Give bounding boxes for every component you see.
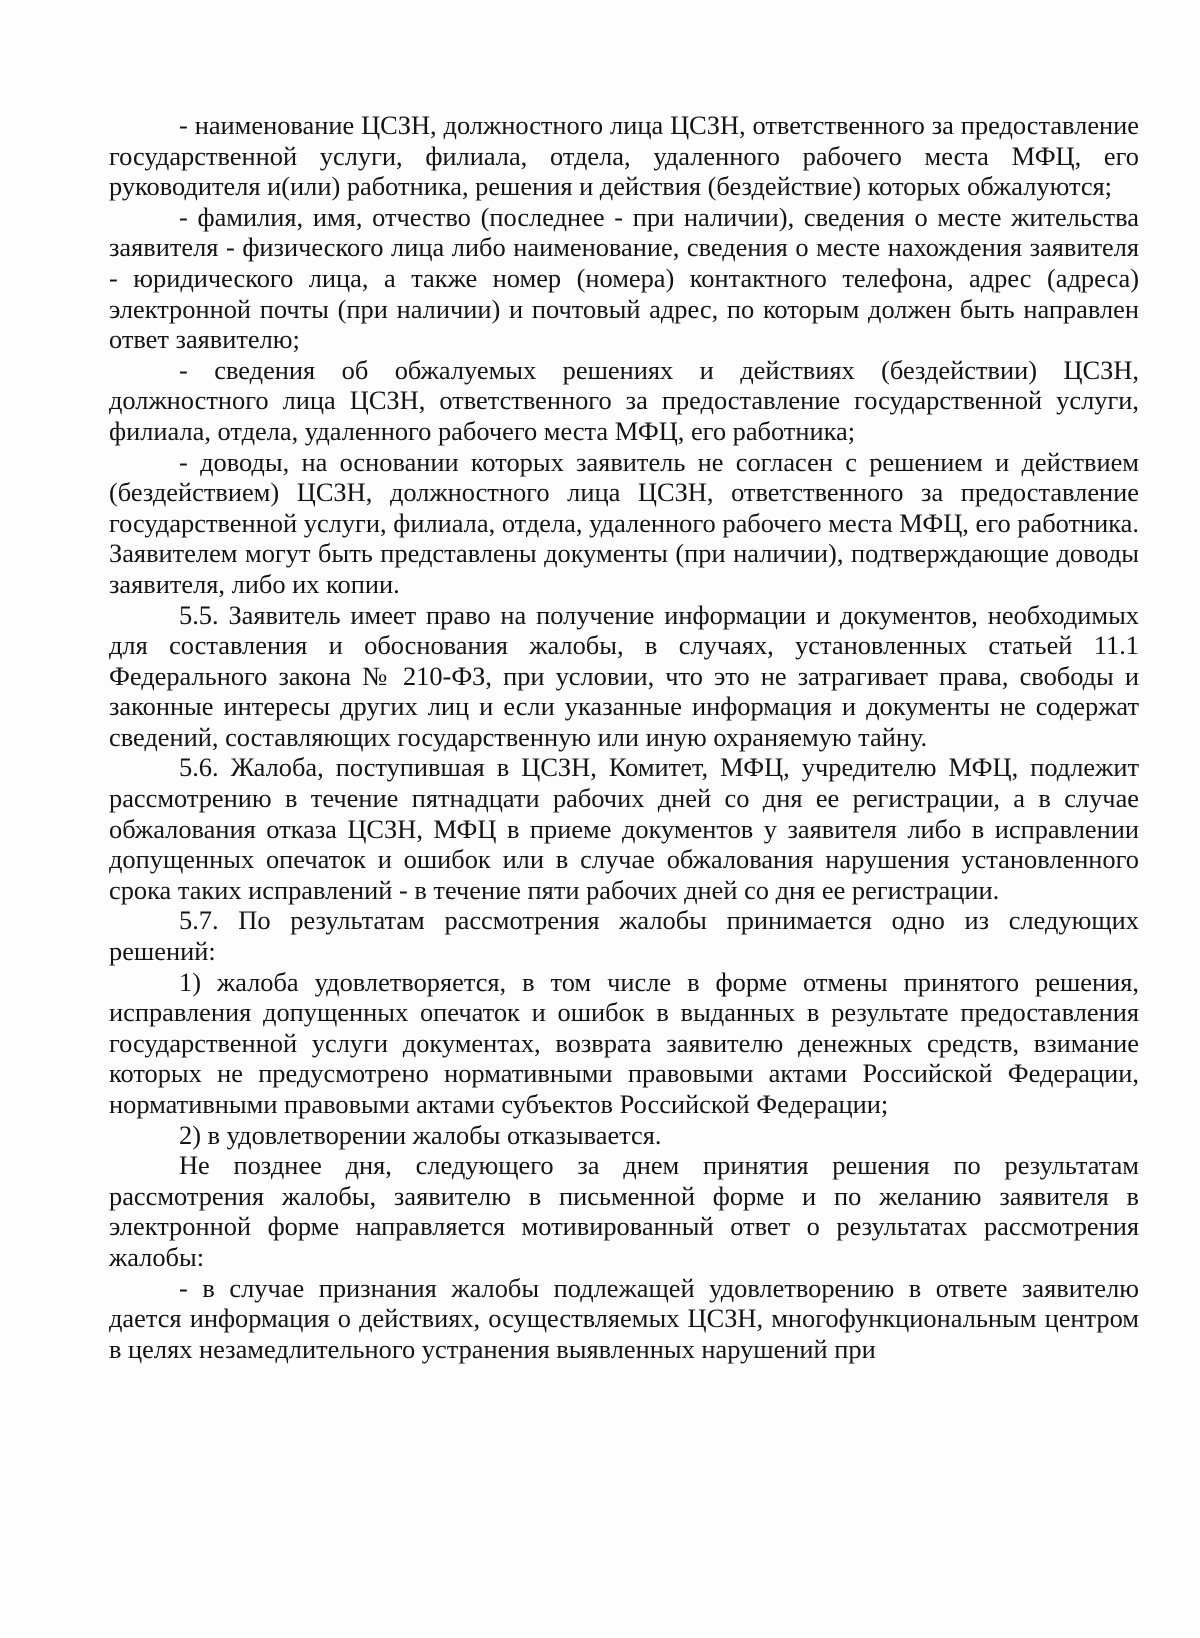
paragraph-appealed-decisions: - сведения об обжалуемых решениях и действиях (бездействии) ЦСЗН, должностного лица ЦСЗН, ответственного за предоставление государственной услуги, филиала, отдела, удаленного рабочего места МФЦ, его работника;	[109, 354, 1139, 446]
paragraph-5-6: 5.6. Жалоба, поступившая в ЦСЗН, Комитет, МФЦ, учредителю МФЦ, подлежит рассмотрению в течение пятнадцати рабочих дней со дня ее регистрации, а в случае обжалования отказа ЦСЗН, МФЦ в приеме документов у заявителя либо в исправлении допущенных опечаток и ошибок или в случае обжалования нарушения установленного срока таких исправлений - в течение пяти рабочих дней со дня ее регистрации.	[109, 752, 1139, 905]
paragraph-complaint-subject: - наименование ЦСЗН, должностного лица ЦСЗН, ответственного за предоставление государственной услуги, филиала, отдела, удаленного рабочего места МФЦ, его руководителя и(или) работника, решения и действия (бездействие) которых обжалуются;	[109, 110, 1139, 202]
paragraph-applicant-details: - фамилия, имя, отчество (последнее - при наличии), сведения о месте жительства заявителя - физического лица либо наименование, сведения о месте нахождения заявителя - юридического лица, а также номер (номера) контактного телефона, адрес (адреса) электронной почты (при наличии) и почтовый адрес, по которым должен быть направлен ответ заявителю;	[109, 201, 1139, 355]
document-body	[109, 110, 1139, 1364]
paragraph-decision-1: 1) жалоба удовлетворяется, в том числе в форме отмены принятого решения, исправления допущенных опечаток и ошибок в выданных в результате предоставления государственной услуги документах, возврата заявителю денежных средств, взимание которых не предусмотрено нормативными правовыми актами Российской Федерации, нормативными правовыми актами субъектов Российской Федерации;	[109, 966, 1139, 1119]
paragraph-decision-2: 2) в удовлетворении жалобы отказывается.	[179, 1119, 662, 1150]
paragraph-response-satisfied: - в случае признания жалобы подлежащей удовлетворению в ответе заявителю дается информация о действиях, осуществляемых ЦСЗН, многофункциональным центром в целях незамедлительного устранения выявленных нарушений при	[109, 1272, 1139, 1364]
paragraph-arguments: - доводы, на основании которых заявитель не согласен с решением и действием (бездействием) ЦСЗН, должностного лица ЦСЗН, ответственного за предоставление государственной услуги, филиала, отдела, удаленного рабочего места МФЦ, его работника. Заявителем могут быть представлены документы (при наличии), подтверждающие доводы заявителя, либо их копии.	[109, 446, 1139, 599]
paragraph-response-deadline: Не позднее дня, следующего за днем принятия решения по результатам рассмотрения жалобы, заявителю в письменной форме и по желанию заявителя в электронной форме направляется мотивированный ответ о результатах рассмотрения жалобы:	[109, 1150, 1139, 1272]
paragraph-5-5: 5.5. Заявитель имеет право на получение информации и документов, необходимых для составления и обоснования жалобы, в случаях, установленных статьей 11.1 Федерального закона № 210-ФЗ, при условии, что это не затрагивает права, свободы и законные интересы других лиц и если указанные информация и документы не содержат сведений, составляющих государственную или иную охраняемую тайну.	[109, 599, 1139, 752]
paragraph-5-7: 5.7. По результатам рассмотрения жалобы принимается одно из следующих решений:	[109, 905, 1139, 967]
